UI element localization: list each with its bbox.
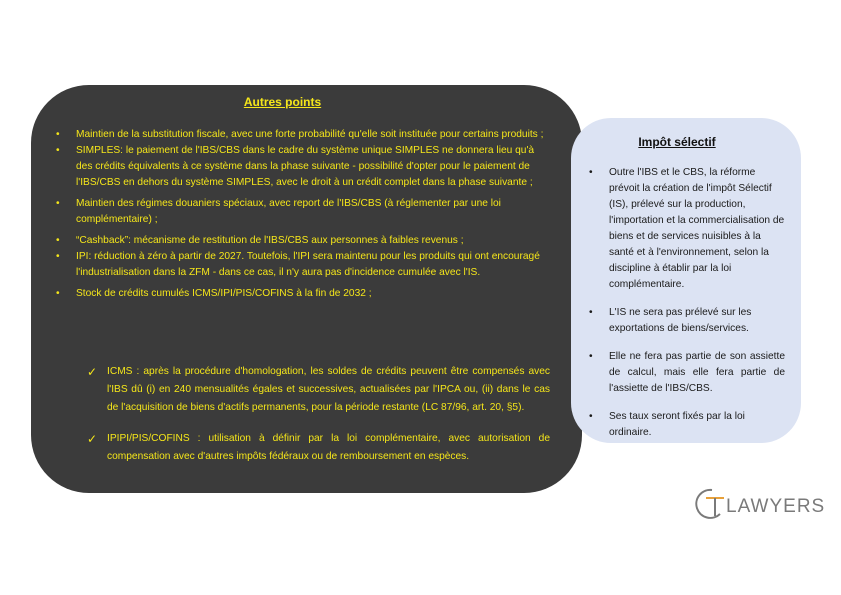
list-item: • SIMPLES: le paiement de l'IBS/CBS dans le cadre du système unique SIMPLES ne donnera lieu qu'à des crédits équivalents à ce système dans la phase suivante - possibilité d'opter pour le paiement de l'IBS/CBS en dehors du système SIMPLES, avec le droit à un crédit complet dans la phase suivante ;	[56, 145, 535, 188]
bullet-icon: •	[589, 351, 593, 362]
selective-tax-list	[589, 165, 785, 441]
bullet-icon: •	[56, 288, 60, 299]
checkmark-icon: ✓	[87, 365, 98, 379]
company-logo	[690, 486, 826, 520]
other-points-title: Autres points	[243, 95, 322, 109]
bullet-icon: •	[589, 167, 593, 178]
bullet-icon: •	[589, 411, 593, 422]
list-item: • Elle ne fera pas partie de son assiette de calcul, mais elle fera partie de l'assiette de l'IBS/CBS.	[589, 351, 785, 394]
selective-tax-title: Impôt sélectif	[638, 135, 716, 149]
bullet-icon: •	[56, 198, 60, 209]
list-item: • Maintien des régimes douaniers spéciaux, avec report de l'IBS/CBS (à réglementer par une loi complémentaire) ;	[56, 198, 501, 225]
list-item: • Maintien de la substitution fiscale, avec une forte probabilité qu'elle soit instituée pour certains produits ;	[56, 127, 550, 143]
list-item: ✓ IPIPI/PIS/COFINS : utilisation à définir par la loi complémentaire, avec autorisation de compensation avec d'autres impôts fédéraux ou de remboursement en espèces.	[87, 432, 550, 462]
list-item: • Ses taux seront fixés par la loi ordinaire.	[589, 411, 745, 438]
checkmark-icon: ✓	[87, 432, 98, 446]
bullet-icon: •	[589, 307, 593, 318]
list-item: ✓ ICMS : après la procédure d'homologation, les soldes de crédits peuvent être compensés avec l'IBS dû (i) en 240 mensualités égales et successives, actualisées par l'IPCA ou, (ii) dans le cas de l'acquisition de biens d'actifs permanents, pour la période restante (LC 87/96, art. 20, §5).	[87, 365, 550, 413]
list-item: • IPI: réduction à zéro à partir de 2027. Toutefois, l'IPI sera maintenu pour les produits qui ont encouragé l'industrialisation dans la ZFM - dans ce cas, il n'y aura pas d'incidence cumulée avec l'IS.	[56, 251, 540, 278]
bullet-icon: •	[56, 235, 60, 246]
credit-stock-sublist	[87, 363, 550, 466]
list-item: • L'IS ne sera pas prélevé sur les exportations de biens/services.	[589, 307, 752, 334]
bullet-icon: •	[56, 129, 60, 140]
other-points-list	[56, 127, 550, 302]
logo-mark-icon	[690, 486, 730, 520]
list-item: • Stock de crédits cumulés ICMS/IPI/PIS/COFINS à la fin de 2032 ;	[56, 286, 550, 302]
list-item: • “Cashback”: mécanisme de restitution de l'IBS/CBS aux personnes à faibles revenus ;	[56, 233, 550, 249]
logo-text: LAWYERS	[726, 496, 826, 517]
bullet-icon: •	[56, 251, 60, 262]
list-item: • Outre l'IBS et le CBS, la réforme prévoit la création de l'impôt Sélectif (IS), prélevé sur la production, l'importation et la commercialisation de biens et de services nuisibles à la santé et à l'environnement, selon la discipline à établir par la loi complémentaire.	[589, 167, 785, 290]
bullet-icon: •	[56, 145, 60, 156]
